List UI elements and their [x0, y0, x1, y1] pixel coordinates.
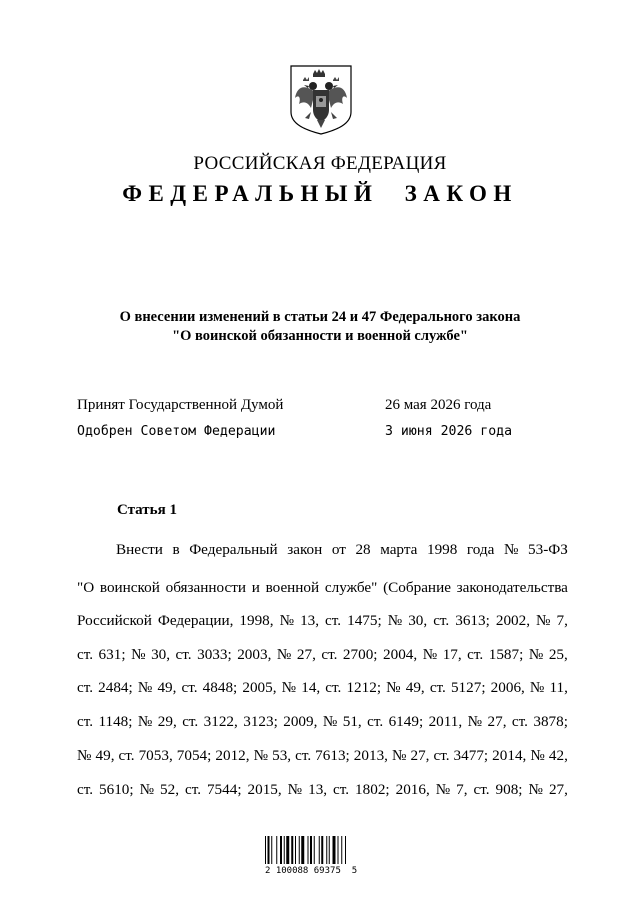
country-name: РОССИЙСКАЯ ФЕДЕРАЦИЯ: [193, 153, 447, 174]
council-approval-date: 3 июня 2026 года: [385, 424, 513, 439]
article-line: ст. 5610; № 52, ст. 7544; 2015, № 13, ст. 1802; 2016, № 7, ст. 908; № 27,: [77, 781, 568, 798]
article-line: № 49, ст. 7053, 7054; 2012, № 53, ст. 7613; 2013, № 27, ст. 3477; 2014, № 42,: [77, 747, 568, 764]
article-body: [77, 540, 568, 820]
article-line: ст. 631; № 30, ст. 3033; 2003, № 27, ст. 2700; 2004, № 17, ст. 1587; № 25,: [77, 646, 568, 663]
article-line: ст. 2484; № 49, ст. 4848; 2005, № 14, ст. 1212; № 49, ст. 5127; 2006, № 11,: [77, 679, 568, 696]
council-approval-label: Одобрен Советом Федерации: [77, 424, 276, 439]
law-title-line: "О воинской обязанности и военной службе": [172, 328, 468, 344]
article-heading: Статья 1: [117, 502, 177, 518]
duma-adoption-label: Принят Государственной Думой: [77, 397, 284, 413]
law-title: [0, 308, 640, 346]
law-title-line: О внесении изменений в статьи 24 и 47 Федерального закона: [119, 309, 521, 325]
coat-of-arms-emblem: [289, 64, 353, 136]
article-line: ст. 1148; № 29, ст. 3122, 3123; 2009, № 51, ст. 6149; 2011, № 27, ст. 3878;: [77, 713, 568, 730]
article-line: "О воинской обязанности и военной службе" (Собрание законодательства: [77, 579, 568, 596]
article-line: Внести в Федеральный закон от 28 марта 1998 года № 53-ФЗ: [116, 541, 568, 558]
barcode-number: 2 100088 69375 5: [265, 866, 358, 876]
law-type-heading: ФЕДЕРАЛЬНЫЙ ЗАКОН: [122, 181, 518, 206]
duma-adoption-date: 26 мая 2026 года: [385, 397, 492, 413]
article-line: Российской Федерации, 1998, № 13, ст. 1475; № 30, ст. 3613; 2002, № 7,: [77, 612, 568, 629]
